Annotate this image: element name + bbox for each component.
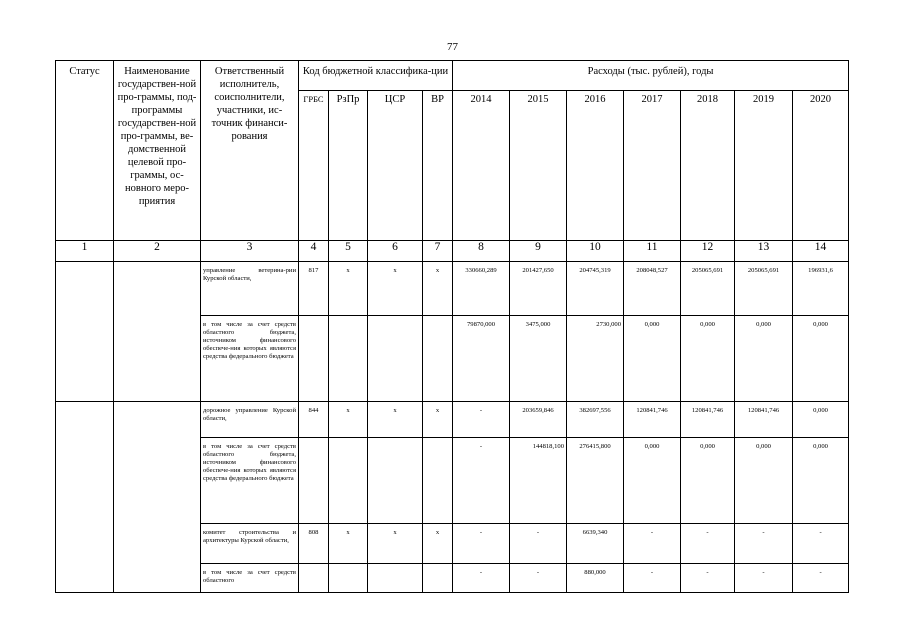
- vr-cell: [423, 438, 453, 524]
- executor-cell: дорожное управление Курской области,: [201, 402, 299, 438]
- header-year: 2020: [793, 91, 849, 241]
- header-expenses: Расходы (тыс. рублей), годы: [453, 61, 849, 91]
- table-row: [56, 402, 849, 438]
- status-cell: [56, 402, 114, 593]
- value-cell: -: [681, 564, 735, 593]
- value-cell: -: [453, 564, 510, 593]
- value-cell: 0,000: [793, 316, 849, 402]
- page-number: 77: [447, 41, 458, 53]
- vr-cell: x: [423, 402, 453, 438]
- header-status: Статус: [56, 61, 114, 241]
- value-cell: -: [453, 402, 510, 438]
- value-cell: 203659,846: [510, 402, 567, 438]
- header-csr: ЦСР: [368, 91, 423, 241]
- value-cell: -: [510, 564, 567, 593]
- value-cell: -: [681, 524, 735, 564]
- rzpr-cell: x: [329, 524, 368, 564]
- rzpr-cell: [329, 316, 368, 402]
- value-cell: 0,000: [681, 438, 735, 524]
- rzpr-cell: [329, 564, 368, 593]
- column-number: 14: [793, 241, 849, 262]
- value-cell: 0,000: [624, 316, 681, 402]
- grbs-cell: 817: [299, 262, 329, 316]
- column-number: 5: [329, 241, 368, 262]
- csr-cell: [368, 316, 423, 402]
- value-cell: 880,000: [567, 564, 624, 593]
- value-cell: 204745,319: [567, 262, 624, 316]
- executor-cell: комитет строительства и архитектуры Курской области,: [201, 524, 299, 564]
- budget-table: [55, 60, 849, 593]
- value-cell: 120841,746: [681, 402, 735, 438]
- header-vr: ВР: [423, 91, 453, 241]
- header-year: 2019: [735, 91, 793, 241]
- value-cell: -: [735, 524, 793, 564]
- header-program-name: Наименование государствен-ной про-граммы, под-программы государствен-ной про-граммы, ве-домственной целевой про-граммы, ос-новного меро-приятия: [114, 61, 201, 241]
- program-name-cell: [114, 262, 201, 402]
- value-cell: -: [735, 564, 793, 593]
- column-number: 6: [368, 241, 423, 262]
- value-cell: 205065,691: [681, 262, 735, 316]
- value-cell: -: [624, 524, 681, 564]
- header-year: 2014: [453, 91, 510, 241]
- header-year: 2015: [510, 91, 567, 241]
- grbs-cell: [299, 438, 329, 524]
- value-cell: 0,000: [624, 438, 681, 524]
- status-cell: [56, 262, 114, 402]
- table-row: [56, 262, 849, 316]
- value-cell: 205065,691: [735, 262, 793, 316]
- value-cell: 0,000: [735, 438, 793, 524]
- value-cell: 0,000: [793, 402, 849, 438]
- column-number: 11: [624, 241, 681, 262]
- csr-cell: x: [368, 262, 423, 316]
- rzpr-cell: x: [329, 402, 368, 438]
- value-cell: 201427,650: [510, 262, 567, 316]
- executor-cell: в том числе за счет средств областного: [201, 564, 299, 593]
- csr-cell: [368, 438, 423, 524]
- csr-cell: [368, 564, 423, 593]
- value-cell: -: [510, 524, 567, 564]
- vr-cell: x: [423, 524, 453, 564]
- column-number: 8: [453, 241, 510, 262]
- value-cell: 330660,289: [453, 262, 510, 316]
- vr-cell: [423, 316, 453, 402]
- column-number-row: [56, 241, 849, 262]
- vr-cell: x: [423, 262, 453, 316]
- value-cell: -: [453, 438, 510, 524]
- value-cell: 382697,556: [567, 402, 624, 438]
- value-cell: 144818,100: [510, 438, 567, 524]
- value-cell: 0,000: [681, 316, 735, 402]
- rzpr-cell: [329, 438, 368, 524]
- value-cell: 276415,800: [567, 438, 624, 524]
- header-year: 2016: [567, 91, 624, 241]
- value-cell: 196931,6: [793, 262, 849, 316]
- rzpr-cell: x: [329, 262, 368, 316]
- value-cell: 0,000: [793, 438, 849, 524]
- value-cell: -: [453, 524, 510, 564]
- value-cell: 3475,000: [510, 316, 567, 402]
- program-name-cell: [114, 402, 201, 593]
- value-cell: 2730,000: [567, 316, 624, 402]
- header-executor: Ответственный исполнитель, соисполнители, участники, ис-точник финанси-рования: [201, 61, 299, 241]
- column-number: 1: [56, 241, 114, 262]
- vr-cell: [423, 564, 453, 593]
- column-number: 3: [201, 241, 299, 262]
- value-cell: -: [793, 564, 849, 593]
- value-cell: -: [624, 564, 681, 593]
- grbs-cell: 808: [299, 524, 329, 564]
- grbs-cell: [299, 564, 329, 593]
- column-number: 10: [567, 241, 624, 262]
- value-cell: 120841,746: [735, 402, 793, 438]
- value-cell: -: [793, 524, 849, 564]
- column-number: 4: [299, 241, 329, 262]
- executor-cell: в том числе за счет средств областного бюджета, источником финансового обеспече-ния которых являются средства федерального бюджета: [201, 316, 299, 402]
- grbs-cell: 844: [299, 402, 329, 438]
- executor-cell: управление ветерина-рии Курской области,: [201, 262, 299, 316]
- value-cell: 79870,000: [453, 316, 510, 402]
- csr-cell: x: [368, 524, 423, 564]
- value-cell: 0,000: [735, 316, 793, 402]
- header-year: 2017: [624, 91, 681, 241]
- column-number: 7: [423, 241, 453, 262]
- value-cell: 208048,527: [624, 262, 681, 316]
- value-cell: 6639,340: [567, 524, 624, 564]
- grbs-cell: [299, 316, 329, 402]
- header-year: 2018: [681, 91, 735, 241]
- column-number: 13: [735, 241, 793, 262]
- executor-cell: в том числе за счет средств областного бюджета, источником финансового обеспече-ния которых являются средства федерального бюджета: [201, 438, 299, 524]
- column-number: 2: [114, 241, 201, 262]
- header-grbs: ГРБС: [299, 91, 329, 241]
- header-rzpr: РзПр: [329, 91, 368, 241]
- value-cell: 120841,746: [624, 402, 681, 438]
- header-budget-code: Код бюджетной классифика-ции: [299, 61, 453, 91]
- column-number: 9: [510, 241, 567, 262]
- csr-cell: x: [368, 402, 423, 438]
- column-number: 12: [681, 241, 735, 262]
